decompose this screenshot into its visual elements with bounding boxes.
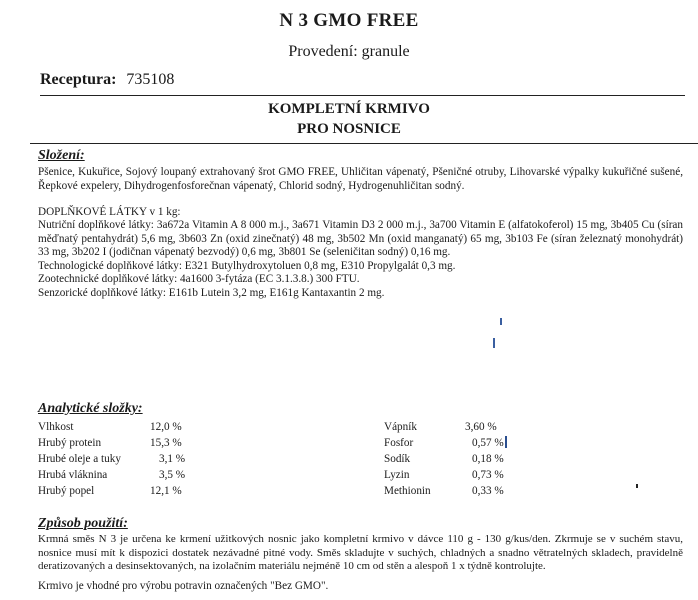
additives-zootechnical: Zootechnické doplňkové látky: 4a1600 3-fytáza (EC 3.1.3.8.) 300 FTU. xyxy=(38,273,360,285)
recipe-label: Receptura: xyxy=(40,71,117,88)
analytics-value: 0,33 % xyxy=(472,485,504,497)
analytics-name: Hrubý protein xyxy=(38,437,102,449)
divider-top xyxy=(40,95,685,96)
additives-title: DOPLŇKOVÉ LÁTKY v 1 kg: xyxy=(38,206,181,218)
feed-type-line1: KOMPLETNÍ KRMIVO xyxy=(268,101,430,117)
analytics-value: 12,0 % xyxy=(150,421,182,433)
product-title: N 3 GMO FREE xyxy=(279,10,419,31)
recipe-line xyxy=(40,71,174,89)
pen-mark xyxy=(493,338,495,348)
analytics-name: Fosfor xyxy=(384,437,414,449)
analytics-value: 3,60 % xyxy=(465,421,497,433)
additives-sensory: Senzorické doplňkové látky: E161b Lutein 3,2 mg, E161g Kantaxantin 2 mg. xyxy=(38,287,385,299)
product-form: Provedení: granule xyxy=(288,43,410,60)
analytics-name: Hrubé oleje a tuky xyxy=(38,453,121,465)
analytics-value: 0,73 % xyxy=(472,469,504,481)
analytics-name: Vápník xyxy=(384,421,417,433)
analytics-name: Methionin xyxy=(384,485,431,497)
analytics-name: Sodík xyxy=(384,453,411,465)
usage-note: Krmivo je vhodné pro výrobu potravin označených "Bez GMO". xyxy=(38,580,329,592)
pen-mark xyxy=(505,436,507,448)
feed-type-line2: PRO NOSNICE xyxy=(297,121,401,137)
recipe-value: 735108 xyxy=(126,71,175,88)
analytics-value: 0,57 % xyxy=(472,437,504,449)
analytics-name: Vlhkost xyxy=(38,421,74,433)
composition-text: Pšenice, Kukuřice, Sojový loupaný extrahovaný šrot GMO FREE, Uhličitan vápenatý, Pšeničné otruby, Lihovarské výpalky kukuřičné sušené, Řepkové expelery, Dihydrogenfosforečnan vápenatý, Chlorid sodný, Hydrogenuhličitan sodný. xyxy=(38,166,683,192)
usage-text: Krmná směs N 3 je určena ke krmení užitkových nosnic jako kompletní krmivo v dávce 110 g - 130 g/kus/den. Zkrmuje se v suchém stavu, nosnice musí mít k dispozici dostatek nezávadné pitné vody. Směs skladujte v suchých, chladných a snadno větratelných skladech, pravidelně deratizovaných a desinsektovaných, na izolačním materiálu nejméně 10 cm od stěn a alespoň 1 x týdně kontrolujte. xyxy=(38,533,683,572)
analytics-value: 3,5 % xyxy=(159,469,186,481)
additives-technological: Technologické doplňkové látky: E321 Butylhydroxytoluen 0,8 mg, E310 Propylgalát 0,3 mg. xyxy=(38,260,456,272)
composition-heading: Složení: xyxy=(38,148,85,163)
additives-nutritional: Nutriční doplňkové látky: 3a672a Vitamin A 8 000 m.j., 3a671 Vitamin D3 2 000 m.j., 3a700 Vitamin E (alfatokoferol) 15 mg, 3b405 Cu (síran měďnatý pentahydrát) 5,6 mg, 3b603 Zn (oxid zinečnatý) 48 mg, 3b502 Mn (oxid manganatý) 65 mg, 3b103 Fe (síran železnatý monohydrát) 33 mg, 3b202 I (jodičnan vápenatý bezvodý) 0,6 mg, 3b801 Se (seleničitan sodný) 0,16 mg. xyxy=(38,219,683,258)
pen-mark xyxy=(500,318,502,325)
divider-middle xyxy=(30,143,698,144)
analytics-value: 3,1 % xyxy=(159,453,186,465)
pen-mark xyxy=(636,484,638,488)
analytics-name: Lyzin xyxy=(384,469,410,481)
analytics-value: 0,18 % xyxy=(472,453,504,465)
analytics-name: Hrubá vláknina xyxy=(38,469,108,481)
analytics-heading: Analytické složky: xyxy=(38,401,143,416)
analytics-value: 12,1 % xyxy=(150,485,182,497)
usage-heading: Způsob použití: xyxy=(38,516,128,531)
analytics-value: 15,3 % xyxy=(150,437,182,449)
analytics-name: Hrubý popel xyxy=(38,485,95,497)
